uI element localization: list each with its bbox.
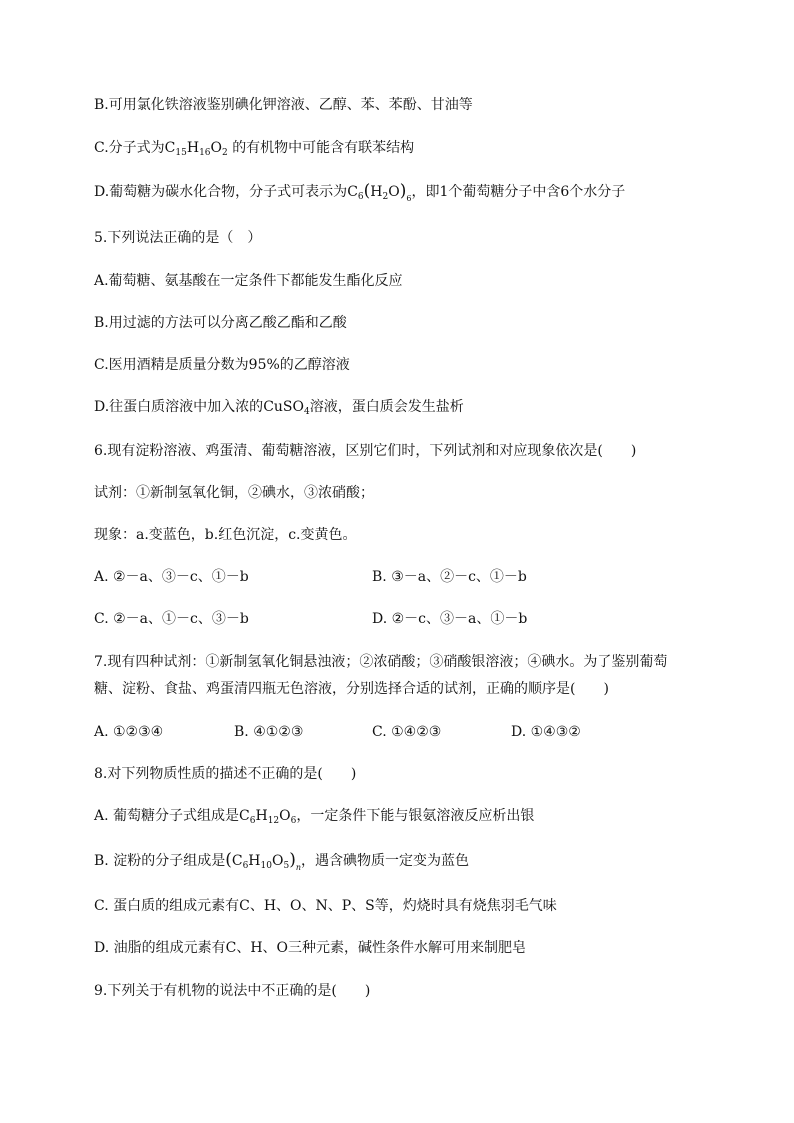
element-h: H bbox=[248, 853, 261, 869]
q7-option-a: A. ①②③④ bbox=[94, 724, 164, 740]
element-o: O bbox=[279, 808, 291, 824]
q7-option-b: B. ④①②③ bbox=[234, 724, 304, 740]
q5-option-a: A.葡萄糖、氨基酸在一定条件下都能发生酯化反应 bbox=[94, 273, 403, 289]
q6-reagents: 试剂：①新制氢氧化铜，②碘水，③浓硝酸； bbox=[94, 485, 374, 501]
q9-stem: 9.下列关于有机物的说法中不正确的是( ) bbox=[94, 983, 371, 999]
q4-option-b: B.可用氯化铁溶液鉴别碘化钾溶液、乙醇、苯、苯酚、甘油等 bbox=[94, 97, 473, 113]
q6-stem: 6.现有淀粉溶液、鸡蛋清、葡萄糖溶液，区别它们时，下列试剂和对应现象依次是( ) bbox=[94, 443, 637, 459]
q8-option-b bbox=[94, 850, 469, 878]
q7-option-d: D. ①④③② bbox=[511, 724, 581, 740]
q7-option-c: C. ①④②③ bbox=[372, 724, 442, 740]
element-c: C bbox=[239, 808, 250, 824]
element-o: O bbox=[388, 184, 400, 200]
q7-stem-line2: 糖、淀粉、食盐、鸡蛋清四瓶无色溶液，分别选择合适的试剂，正确的顺序是( ) bbox=[94, 681, 609, 697]
q6-option-a: A. ②－a、③－c、①－b bbox=[94, 569, 249, 585]
q8-option-d: D. 油脂的组成元素有C、H、O三种元素，碱性条件水解可用来制肥皂 bbox=[94, 940, 527, 956]
q5-option-c: C.医用酒精是质量分数为95%的乙醇溶液 bbox=[94, 357, 350, 373]
q8-option-a bbox=[94, 806, 534, 831]
element-h: H bbox=[186, 140, 200, 156]
q7-stem-line1: 7.现有四种试剂：①新制氢氧化铜悬浊液；②浓硝酸；③硝酸银溶液；④碘水。为了鉴别葡萄 bbox=[94, 654, 668, 670]
q6-option-b: B. ③－a、②－c、①－b bbox=[372, 569, 527, 585]
q6-option-d: D. ②－c、③－a、①－b bbox=[372, 611, 528, 627]
q5-option-b: B.用过滤的方法可以分离乙酸乙酯和乙酸 bbox=[94, 315, 347, 331]
q5-option-d bbox=[94, 397, 464, 422]
q4-option-c-post: 的有机物中可能含有联苯结构 bbox=[232, 140, 415, 156]
q4-option-d bbox=[94, 181, 625, 209]
element-h: H bbox=[255, 808, 268, 824]
subscript: 12 bbox=[267, 816, 280, 826]
element-o: O bbox=[271, 853, 284, 869]
subscript: 16 bbox=[199, 148, 211, 158]
q6-option-c: C. ②－a、①－c、③－b bbox=[94, 611, 249, 627]
subscript: 6 bbox=[406, 194, 412, 203]
formula-c6h12o6 bbox=[239, 808, 296, 824]
close-paren: ) bbox=[399, 181, 407, 201]
subscript: 6 bbox=[249, 816, 256, 826]
formula-c6h2o6 bbox=[347, 181, 412, 203]
q4-option-c-pre: C.分子式为 bbox=[94, 140, 165, 156]
subscript: 6 bbox=[290, 816, 297, 826]
q8-option-b-pre: B. 淀粉的分子组成是 bbox=[94, 853, 226, 869]
q8-stem: 8.对下列物质性质的描述不正确的是( ) bbox=[94, 766, 357, 782]
subscript: 2 bbox=[382, 192, 389, 202]
subscript-n: n bbox=[295, 863, 301, 872]
q5-option-d-pre: D.往蛋白质溶液中加入浓的 bbox=[94, 399, 264, 415]
subscript: 5 bbox=[283, 861, 290, 871]
q8-option-a-post: ，一定条件下能与银氨溶液反应析出银 bbox=[296, 808, 535, 824]
element-h: H bbox=[370, 184, 383, 200]
q4-option-d-pre: D.葡萄糖为碳水化合物，分子式可表示为 bbox=[94, 184, 348, 200]
open-paren: ( bbox=[363, 181, 371, 201]
formula-c15h16o2 bbox=[165, 140, 228, 156]
subscript: 2 bbox=[222, 148, 228, 158]
formula-c6h10o5-n bbox=[225, 850, 301, 872]
q4-option-d-post: ，即1个葡萄糖分子中含6个水分子 bbox=[411, 184, 626, 200]
q4-option-c bbox=[94, 138, 414, 163]
subscript: 10 bbox=[260, 861, 272, 871]
q8-option-a-pre: A. 葡萄糖分子式组成是 bbox=[94, 808, 240, 824]
open-paren: ( bbox=[225, 850, 232, 870]
q5-stem: 5.下列说法正确的是（ ） bbox=[94, 230, 262, 246]
subscript: 6 bbox=[242, 861, 249, 871]
subscript: 6 bbox=[357, 192, 364, 202]
element-c: C bbox=[164, 140, 176, 156]
subscript: 4 bbox=[303, 407, 310, 417]
element-o: O bbox=[210, 140, 222, 156]
q5-option-d-post: 溶液，蛋白质会发生盐析 bbox=[309, 399, 464, 415]
element-c: C bbox=[231, 853, 243, 869]
element-c: C bbox=[347, 184, 358, 200]
q8-option-c: C. 蛋白质的组成元素有C、H、O、N、P、S等，灼烧时具有烧焦羽毛气味 bbox=[94, 898, 557, 914]
formula-cuso4: CuSO bbox=[263, 399, 304, 415]
q8-option-b-post: ，遇含碘物质一定变为蓝色 bbox=[300, 853, 469, 869]
q6-phenomena: 现象：a.变蓝色，b.红色沉淀，c.变黄色。 bbox=[94, 527, 357, 543]
close-paren: ) bbox=[289, 850, 296, 870]
subscript: 15 bbox=[175, 148, 187, 158]
